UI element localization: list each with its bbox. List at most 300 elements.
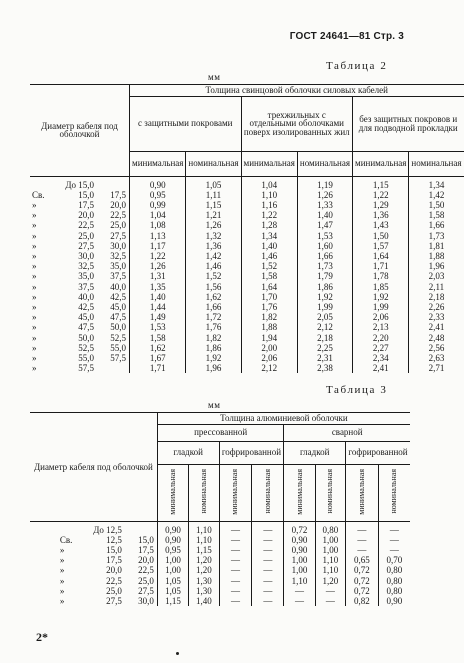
table3-diameter-header: Диаметр кабеля под оболочкой: [30, 413, 157, 522]
value-cell: —: [315, 586, 345, 596]
table3-corrugated-header: гофрированной: [346, 441, 410, 464]
value-cell: 1,92: [353, 292, 409, 302]
value-cell: 1,10: [189, 521, 219, 535]
value-cell: 1,21: [186, 210, 241, 220]
value-cell: 0,82: [346, 596, 379, 606]
value-cell: 1,34: [241, 231, 297, 241]
diameter-to: 20,0: [138, 555, 154, 566]
diameter-pre: Св.: [59, 534, 73, 545]
diameter-pre: »: [32, 199, 37, 210]
value-cell: 2,11: [409, 282, 464, 292]
value-cell: 1,36: [186, 241, 241, 251]
table-row: [30, 251, 464, 261]
table2-nom-header: номинальная: [297, 151, 352, 176]
diameter-from: 27,5: [78, 240, 94, 251]
value-cell: 1,46: [241, 251, 297, 261]
diameter-to: 27,5: [110, 230, 126, 241]
diameter-from: 25,0: [106, 585, 122, 596]
diameter-to: 25,0: [110, 220, 126, 231]
diameter-pre: »: [32, 261, 37, 272]
value-cell: 1,31: [130, 271, 186, 281]
diameter-range-cell: [30, 312, 130, 322]
value-cell: 0,95: [130, 190, 186, 200]
value-cell: —: [378, 545, 410, 555]
table2-nom-header: номинальная: [186, 151, 241, 176]
diameter-from: 20,0: [78, 210, 94, 221]
table2: [30, 84, 464, 373]
value-cell: 1,78: [353, 271, 409, 281]
value-cell: 1,70: [241, 292, 297, 302]
table-row: [30, 271, 464, 281]
value-cell: 1,52: [186, 271, 241, 281]
diameter-range-cell: [30, 190, 130, 200]
value-cell: —: [219, 535, 252, 545]
diameter-range-cell: [30, 521, 157, 535]
value-cell: —: [252, 565, 284, 575]
value-cell: 1,62: [130, 343, 186, 353]
value-cell: 2,05: [297, 312, 352, 322]
diameter-from: 42,5: [78, 301, 94, 312]
diameter-to: 30,0: [138, 595, 154, 606]
page-footnote-mark: 2*: [36, 630, 48, 644]
value-cell: 2,63: [409, 353, 464, 363]
value-cell: 1,88: [241, 322, 297, 332]
diameter-to: 35,0: [110, 261, 126, 272]
value-cell: —: [378, 521, 410, 535]
value-cell: 0,95: [157, 545, 188, 555]
value-cell: 2,56: [409, 343, 464, 353]
table-row: [30, 363, 464, 373]
table-row: [30, 292, 464, 302]
value-cell: 1,99: [353, 302, 409, 312]
value-cell: 1,96: [186, 363, 241, 373]
value-cell: 1,92: [297, 292, 352, 302]
table3-nom-header: номинальная: [325, 469, 335, 515]
value-cell: 1,40: [297, 210, 352, 220]
table-row: [30, 565, 410, 575]
table-row: [30, 241, 464, 251]
table-row: [30, 220, 464, 230]
diameter-range-cell: [30, 200, 130, 210]
value-cell: 2,12: [241, 363, 297, 373]
value-cell: 1,64: [353, 251, 409, 261]
diameter-from: 17,5: [78, 199, 94, 210]
value-cell: 1,35: [130, 282, 186, 292]
value-cell: 1,00: [315, 535, 345, 545]
value-cell: 1,22: [241, 210, 297, 220]
value-cell: 0,80: [378, 565, 410, 575]
value-cell: 2,34: [353, 353, 409, 363]
value-cell: —: [252, 535, 284, 545]
diameter-to: 47,5: [110, 312, 126, 323]
table3-smooth-header: гладкой: [284, 441, 346, 464]
value-cell: 1,72: [186, 312, 241, 322]
diameter-pre: »: [32, 271, 37, 282]
diameter-from: 35,0: [78, 271, 94, 282]
value-cell: 1,81: [409, 241, 464, 251]
table-row: [30, 555, 410, 565]
print-dot: [176, 652, 179, 655]
value-cell: 1,42: [186, 251, 241, 261]
diameter-from: 30,0: [78, 250, 94, 261]
diameter-from: 12,5: [106, 534, 122, 545]
value-cell: 1,36: [353, 210, 409, 220]
value-cell: —: [219, 576, 252, 586]
value-cell: 1,00: [284, 565, 315, 575]
value-cell: 0,90: [157, 521, 188, 535]
diameter-pre: »: [32, 210, 37, 221]
diameter-pre: »: [32, 332, 37, 343]
value-cell: 1,88: [409, 251, 464, 261]
diameter-from: 40,0: [78, 291, 94, 302]
diameter-to: 50,0: [110, 322, 126, 333]
table-row: [30, 586, 410, 596]
value-cell: 2,18: [297, 333, 352, 343]
value-cell: 0,80: [378, 576, 410, 586]
diameter-range-cell: [30, 302, 130, 312]
diameter-pre: »: [32, 291, 37, 302]
value-cell: —: [346, 545, 379, 555]
value-cell: 1,62: [186, 292, 241, 302]
diameter-to: 55,0: [110, 342, 126, 353]
value-cell: 1,43: [353, 220, 409, 230]
diameter-pre: »: [59, 544, 65, 555]
value-cell: 0,99: [130, 200, 186, 210]
value-cell: 1,76: [186, 322, 241, 332]
value-cell: 1,46: [186, 261, 241, 271]
table-row: [30, 576, 410, 586]
diameter-to: 17,5: [110, 189, 126, 200]
value-cell: 1,16: [241, 200, 297, 210]
table2-diameter-header: Диаметр кабеля под оболочкой: [30, 85, 130, 177]
value-cell: 0,90: [157, 535, 188, 545]
value-cell: 1,71: [130, 363, 186, 373]
value-cell: 1,15: [353, 176, 409, 190]
value-cell: 0,90: [284, 545, 315, 555]
value-cell: 1,33: [297, 200, 352, 210]
diameter-from: 22,5: [106, 575, 122, 586]
value-cell: 1,26: [297, 190, 352, 200]
diameter-range-cell: [30, 353, 130, 363]
value-cell: 1,66: [297, 251, 352, 261]
value-cell: 1,08: [130, 220, 186, 230]
value-cell: —: [252, 586, 284, 596]
table-row: [30, 353, 464, 363]
table-row: [30, 535, 410, 545]
value-cell: 1,05: [157, 576, 188, 586]
table3-caption: Таблица 3: [326, 384, 388, 396]
value-cell: 1,00: [157, 555, 188, 565]
table2-group1-header: с защитными покровами: [130, 96, 242, 151]
value-cell: —: [284, 586, 315, 596]
value-cell: —: [219, 521, 252, 535]
value-cell: 2,06: [353, 312, 409, 322]
value-cell: 2,20: [353, 333, 409, 343]
diameter-range-cell: [30, 545, 157, 555]
table-row: [30, 596, 410, 606]
value-cell: —: [219, 555, 252, 565]
value-cell: —: [315, 596, 345, 606]
value-cell: 1,26: [186, 220, 241, 230]
value-cell: 1,20: [315, 576, 345, 586]
value-cell: 1,58: [409, 210, 464, 220]
value-cell: 1,42: [409, 190, 464, 200]
diameter-from: 57,5: [78, 363, 94, 374]
diameter-from: 20,0: [106, 565, 122, 576]
value-cell: 1,00: [284, 555, 315, 565]
diameter-range-cell: [30, 292, 130, 302]
value-cell: 1,34: [409, 176, 464, 190]
value-cell: 1,47: [297, 220, 352, 230]
table3-nom-header: номинальная: [389, 469, 399, 515]
table-row: [30, 302, 464, 312]
diameter-pre: »: [59, 555, 65, 566]
value-cell: 1,57: [353, 241, 409, 251]
value-cell: 0,72: [284, 521, 315, 535]
table2-group2-header: трехжильных с отдельными оболочками поверх изолированных жил: [241, 96, 353, 151]
value-cell: 0,72: [346, 586, 379, 596]
table-row: [30, 322, 464, 332]
diameter-range-cell: [30, 210, 130, 220]
value-cell: 1,13: [130, 231, 186, 241]
diameter-from: До 15,0: [65, 179, 94, 190]
diameter-range-cell: [30, 535, 157, 545]
value-cell: 1,17: [130, 241, 186, 251]
value-cell: 1,20: [189, 565, 219, 575]
diameter-to: 20,0: [110, 199, 126, 210]
value-cell: 1,10: [315, 565, 345, 575]
table2-min-header: минимальная: [353, 151, 409, 176]
diameter-from: 15,0: [106, 544, 122, 555]
diameter-to: 32,5: [110, 250, 126, 261]
value-cell: 1,86: [186, 343, 241, 353]
diameter-range-cell: [30, 176, 130, 190]
diameter-from: 17,5: [106, 555, 122, 566]
value-cell: 1,19: [297, 176, 352, 190]
value-cell: 0,72: [346, 576, 379, 586]
table3-thickness-header: Толщина алюминиевой оболочки: [157, 413, 410, 425]
table-row: [30, 176, 464, 190]
value-cell: 1,04: [241, 176, 297, 190]
value-cell: 1,71: [353, 261, 409, 271]
value-cell: 2,00: [241, 343, 297, 353]
diameter-range-cell: [30, 231, 130, 241]
table-row: [30, 210, 464, 220]
diameter-from: 50,0: [78, 332, 94, 343]
value-cell: —: [284, 596, 315, 606]
table3-min-header: минимальная: [294, 468, 304, 515]
value-cell: 1,30: [189, 586, 219, 596]
value-cell: 1,58: [130, 333, 186, 343]
value-cell: —: [252, 555, 284, 565]
value-cell: 1,50: [409, 200, 464, 210]
diameter-pre: »: [32, 281, 37, 292]
table-row: [30, 282, 464, 292]
value-cell: 1,49: [130, 312, 186, 322]
value-cell: 1,82: [186, 333, 241, 343]
diameter-to: 42,5: [110, 291, 126, 302]
diameter-range-cell: [30, 343, 130, 353]
diameter-from: 27,5: [106, 595, 122, 606]
value-cell: 0,65: [346, 555, 379, 565]
diameter-pre: Св.: [32, 189, 45, 200]
diameter-range-cell: [30, 322, 130, 332]
value-cell: —: [219, 596, 252, 606]
value-cell: 2,27: [353, 343, 409, 353]
diameter-range-cell: [30, 565, 157, 575]
value-cell: —: [252, 545, 284, 555]
diameter-pre: »: [32, 220, 37, 231]
value-cell: 1,28: [241, 220, 297, 230]
value-cell: —: [219, 565, 252, 575]
value-cell: 1,76: [241, 302, 297, 312]
value-cell: 1,32: [186, 231, 241, 241]
table-row: [30, 343, 464, 353]
diameter-from: 22,5: [78, 220, 94, 231]
value-cell: 2,25: [297, 343, 352, 353]
value-cell: 1,66: [409, 220, 464, 230]
diameter-pre: »: [32, 312, 37, 323]
diameter-to: 25,0: [138, 575, 154, 586]
value-cell: 1,99: [297, 302, 352, 312]
table2-caption: Таблица 2: [326, 60, 388, 72]
diameter-from: 15,0: [78, 189, 94, 200]
value-cell: 1,00: [315, 545, 345, 555]
value-cell: 1,44: [130, 302, 186, 312]
diameter-to: 37,5: [110, 271, 126, 282]
value-cell: 1,96: [409, 261, 464, 271]
table3-smooth-header: гладкой: [157, 441, 219, 464]
table3-welded-header: сварной: [284, 424, 410, 441]
value-cell: 1,20: [189, 555, 219, 565]
value-cell: —: [346, 535, 379, 545]
diameter-to: 27,5: [138, 585, 154, 596]
diameter-to: 40,0: [110, 281, 126, 292]
diameter-to: 30,0: [110, 240, 126, 251]
diameter-range-cell: [30, 220, 130, 230]
value-cell: 2,12: [297, 322, 352, 332]
diameter-pre: »: [59, 595, 65, 606]
table-row: [30, 312, 464, 322]
value-cell: —: [346, 521, 379, 535]
diameter-range-cell: [30, 241, 130, 251]
diameter-from: До 12,5: [93, 524, 122, 535]
value-cell: 1,10: [315, 555, 345, 565]
table3: [30, 412, 410, 606]
value-cell: 1,10: [189, 535, 219, 545]
value-cell: 1,05: [157, 586, 188, 596]
value-cell: 1,60: [297, 241, 352, 251]
table-row: [30, 231, 464, 241]
value-cell: 2,33: [409, 312, 464, 322]
value-cell: 1,53: [130, 322, 186, 332]
table3-pressed-header: прессованной: [157, 424, 284, 441]
diameter-range-cell: [30, 251, 130, 261]
table3-min-header: минимальная: [168, 468, 178, 515]
value-cell: 2,18: [409, 292, 464, 302]
diameter-pre: »: [59, 565, 65, 576]
value-cell: 1,58: [241, 271, 297, 281]
value-cell: 1,40: [241, 241, 297, 251]
table2-nom-header: номинальная: [409, 151, 464, 176]
value-cell: 2,41: [353, 363, 409, 373]
value-cell: 1,56: [186, 282, 241, 292]
table2-thickness-header: Толщина свинцовой оболочки силовых кабелей: [130, 85, 464, 97]
value-cell: 2,71: [409, 363, 464, 373]
value-cell: 1,53: [297, 231, 352, 241]
value-cell: —: [252, 596, 284, 606]
value-cell: 2,03: [409, 271, 464, 281]
diameter-to: 22,5: [110, 210, 126, 221]
value-cell: 1,26: [130, 261, 186, 271]
diameter-pre: »: [32, 363, 37, 374]
value-cell: 1,86: [297, 282, 352, 292]
table-row: [30, 333, 464, 343]
value-cell: 2,48: [409, 333, 464, 343]
table-row: [30, 261, 464, 271]
value-cell: 2,26: [409, 302, 464, 312]
diameter-from: 45,0: [78, 312, 94, 323]
diameter-range-cell: [30, 596, 157, 606]
diameter-to: 57,5: [110, 352, 126, 363]
value-cell: 1,85: [353, 282, 409, 292]
value-cell: 1,40: [130, 292, 186, 302]
value-cell: 1,11: [186, 190, 241, 200]
value-cell: 0,90: [130, 176, 186, 190]
value-cell: 1,52: [241, 261, 297, 271]
diameter-from: 25,0: [78, 230, 94, 241]
table-row: [30, 545, 410, 555]
diameter-from: 52,5: [78, 342, 94, 353]
diameter-range-cell: [30, 261, 130, 271]
diameter-pre: »: [32, 301, 37, 312]
diameter-from: 32,5: [78, 261, 94, 272]
diameter-to: 22,5: [138, 565, 154, 576]
value-cell: 0,90: [284, 535, 315, 545]
diameter-to: 45,0: [110, 301, 126, 312]
table2-min-header: минимальная: [130, 151, 186, 176]
value-cell: 1,64: [241, 282, 297, 292]
table3-min-header: минимальная: [356, 468, 366, 515]
value-cell: 1,15: [157, 596, 188, 606]
value-cell: 1,10: [241, 190, 297, 200]
value-cell: 2,13: [353, 322, 409, 332]
diameter-from: 47,5: [78, 322, 94, 333]
value-cell: 1,00: [157, 565, 188, 575]
table3-nom-header: номинальная: [198, 469, 208, 515]
value-cell: 2,38: [297, 363, 352, 373]
table3-corrugated-header: гофрированной: [219, 441, 284, 464]
diameter-pre: »: [32, 322, 37, 333]
value-cell: 1,73: [297, 261, 352, 271]
diameter-pre: »: [32, 352, 37, 363]
value-cell: 1,22: [130, 251, 186, 261]
value-cell: 1,15: [189, 545, 219, 555]
diameter-range-cell: [30, 282, 130, 292]
value-cell: 2,31: [297, 353, 352, 363]
value-cell: 1,15: [186, 200, 241, 210]
value-cell: —: [219, 586, 252, 596]
table3-nom-header: номинальная: [262, 469, 272, 515]
value-cell: 2,06: [241, 353, 297, 363]
page-header: ГОСТ 24641—81 Стр. 3: [289, 31, 404, 42]
value-cell: 1,73: [409, 231, 464, 241]
value-cell: 2,41: [409, 322, 464, 332]
value-cell: 1,22: [353, 190, 409, 200]
table-row: [30, 200, 464, 210]
value-cell: 1,82: [241, 312, 297, 322]
diameter-pre: »: [32, 240, 37, 251]
